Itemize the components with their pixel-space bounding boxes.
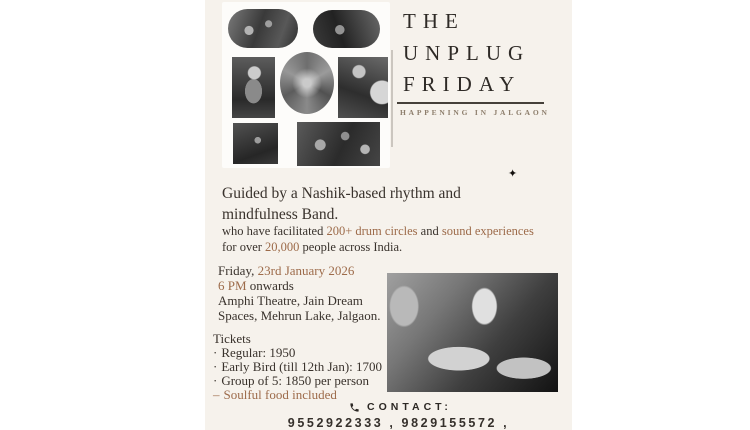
tickets-note-label: Soulful food included bbox=[223, 387, 337, 402]
highlight-20000: 20,000 bbox=[265, 239, 300, 254]
intro-heading bbox=[222, 184, 461, 225]
photo-collage bbox=[222, 2, 390, 168]
dash-icon: – bbox=[213, 387, 220, 402]
bullet-icon: · bbox=[213, 359, 218, 374]
tickets-note bbox=[213, 388, 382, 402]
collage-photo-crowd-left bbox=[233, 123, 278, 164]
intro-body-line-2 bbox=[222, 240, 534, 256]
contact-row bbox=[217, 401, 584, 413]
ticket-item-label: Regular: 1950 bbox=[221, 345, 296, 360]
event-time: 6 PM bbox=[218, 278, 247, 293]
tickets-section bbox=[213, 332, 382, 402]
sparkle-icon: ✦ bbox=[508, 168, 518, 180]
drummers-photo bbox=[387, 273, 558, 392]
collage-photo-drum-circle-wide bbox=[228, 9, 298, 48]
vertical-divider bbox=[391, 50, 393, 147]
event-date: 23rd January 2026 bbox=[257, 263, 355, 278]
title-underline bbox=[397, 102, 544, 104]
event-date-line bbox=[218, 263, 380, 278]
collage-photo-hands-circle bbox=[280, 52, 334, 114]
collage-photo-performer-right bbox=[338, 57, 388, 118]
event-venue-line-2: Spaces, Mehrun Lake, Jalgaon. bbox=[218, 308, 381, 323]
collage-photo-crowd-right bbox=[297, 122, 380, 166]
title-line-1: THE bbox=[403, 9, 465, 33]
body-text: people across India. bbox=[299, 239, 403, 254]
bullet-icon: · bbox=[213, 373, 218, 388]
intro-heading-line-2: mindfulness Band. bbox=[222, 205, 339, 223]
highlight-drum-circles: 200+ drum circles bbox=[326, 224, 418, 238]
event-day: Friday, bbox=[218, 263, 258, 278]
event-time-line bbox=[218, 278, 380, 293]
intro-body bbox=[222, 224, 534, 255]
phone-handset-icon bbox=[349, 402, 360, 413]
contact-numbers: 9552922333 , 9829155572 , bbox=[287, 416, 510, 430]
ticket-item-label: Early Bird (till 12th Jan): 1700 bbox=[221, 359, 383, 374]
event-venue-line-1: Amphi Theatre, Jain Dream bbox=[218, 293, 363, 308]
title-line-2: UNPLUG bbox=[403, 40, 531, 65]
event-time-suffix: onwards bbox=[246, 278, 294, 293]
intro-heading-line-1: Guided by a Nashik-based rhythm and bbox=[222, 185, 461, 202]
ticket-item-label: Group of 5: 1850 per person bbox=[221, 373, 370, 388]
tagline: HAPPENING IN JALGAON bbox=[400, 108, 550, 117]
body-text: for over bbox=[222, 239, 266, 254]
poster-title bbox=[403, 6, 530, 101]
contact-label: CONTACT: bbox=[367, 401, 452, 413]
tickets-heading: Tickets bbox=[213, 331, 251, 346]
highlight-sound-experiences: sound experiences bbox=[441, 224, 534, 238]
body-text: and bbox=[417, 224, 442, 238]
event-poster bbox=[205, 0, 572, 430]
ticket-item-group bbox=[213, 374, 382, 388]
intro-body-line-1 bbox=[222, 224, 534, 240]
collage-photo-audience-wide bbox=[313, 10, 380, 48]
bullet-icon: · bbox=[213, 345, 218, 360]
ticket-item-regular bbox=[213, 346, 382, 360]
collage-photo-performer-left bbox=[232, 57, 275, 118]
body-text: who have facilitated bbox=[222, 224, 327, 238]
ticket-item-early-bird bbox=[213, 360, 382, 374]
event-details bbox=[218, 263, 380, 323]
title-line-3: FRIDAY bbox=[403, 72, 522, 96]
